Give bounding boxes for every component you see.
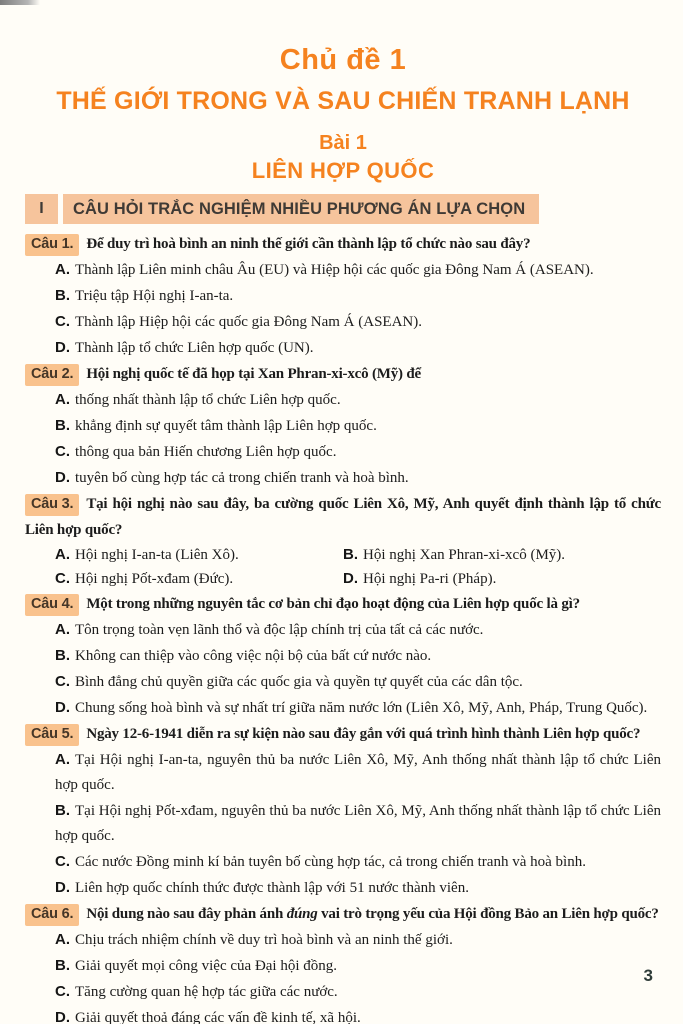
topic-title: THẾ GIỚI TRONG VÀ SAU CHIẾN TRANH LẠNH (56, 87, 630, 115)
option-text: Tại Hội nghị I-an-ta, nguyên thủ ba nước Liên Xô, Mỹ, Anh thống nhất thành lập tổ chức Liên hợp quốc. (55, 752, 661, 793)
option-letter: B. (55, 417, 70, 434)
option-text: Thành lập Hiệp hội các quốc gia Đông Nam Á (ASEAN). (75, 314, 422, 330)
option-text: Triệu tập Hội nghị I-an-ta. (75, 288, 234, 304)
options-list (55, 543, 661, 591)
option-letter: D. (55, 699, 70, 716)
answer-option (55, 643, 661, 669)
question-block (25, 721, 661, 901)
option-text: Tăng cường quan hệ hợp tác giữa các nước. (75, 984, 338, 1000)
lesson-title: LIÊN HỢP QUỐC (251, 158, 435, 183)
answer-option (55, 953, 661, 979)
option-text: Tôn trọng toàn vẹn lãnh thổ và độc lập chính trị của tất cả các nước. (75, 622, 484, 638)
option-letter: A. (55, 751, 70, 768)
option-letter: A. (55, 931, 70, 948)
option-letter: C. (55, 983, 70, 1000)
answer-option (55, 875, 661, 901)
question-number-badge: Câu 4. (25, 594, 79, 616)
question-block (25, 901, 661, 1024)
section-numeral: I (25, 194, 58, 224)
option-text: Hội nghị Pốt-xđam (Đức). (75, 571, 234, 587)
question-text: Một trong những nguyên tắc cơ bản chỉ đạo hoạt động của Liên hợp quốc là gì? (86, 596, 580, 612)
question-text: Để duy trì hoà bình an ninh thế giới cần thành lập tổ chức nào sau đây? (86, 236, 531, 252)
option-text: khẳng định sự quyết tâm thành lập Liên hợp quốc. (75, 418, 377, 434)
question-text: Hội nghị quốc tế đã họp tại Xan Phran-xi-xcô (Mỹ) để (86, 366, 421, 382)
question-heading (25, 361, 661, 387)
answer-option (55, 465, 661, 491)
scan-artifact (0, 0, 40, 5)
option-text: thống nhất thành lập tổ chức Liên hợp quốc. (75, 392, 341, 408)
answer-option (55, 669, 661, 695)
question-block (25, 361, 661, 491)
question-block (25, 231, 661, 361)
option-text: Thành lập Liên minh châu Âu (EU) và Hiệp hội các quốc gia Đông Nam Á (ASEAN). (75, 262, 594, 278)
options-list (55, 257, 661, 361)
option-letter: D. (343, 570, 358, 587)
question-number-badge: Câu 1. (25, 234, 79, 256)
question-number-badge: Câu 5. (25, 724, 79, 746)
question-number-badge: Câu 3. (25, 494, 79, 516)
option-letter: C. (55, 443, 70, 460)
answer-option (55, 747, 661, 798)
option-letter: B. (55, 802, 70, 819)
option-text: Chung sống hoà bình và sự nhất trí giữa năm nước lớn (Liên Xô, Mỹ, Anh, Pháp, Trung Quốc). (75, 700, 648, 716)
option-letter: A. (55, 391, 70, 408)
answer-option (55, 413, 661, 439)
answer-option (55, 543, 343, 567)
answer-option (55, 567, 343, 591)
option-letter: C. (55, 853, 70, 870)
answer-option (343, 567, 661, 591)
question-heading (25, 591, 661, 617)
answer-option (55, 927, 661, 953)
option-letter: A. (55, 546, 70, 563)
page-header (25, 44, 661, 184)
option-text: Liên hợp quốc chính thức được thành lập với 51 nước thành viên. (75, 880, 469, 896)
option-letter: D. (55, 469, 70, 486)
option-text: Hội nghị I-an-ta (Liên Xô). (75, 547, 239, 563)
answer-option (55, 257, 661, 283)
question-block (25, 491, 661, 591)
topic-label: Chủ đề 1 (279, 44, 407, 76)
option-text: Hội nghị Xan Phran-xi-xcô (Mỹ). (363, 547, 566, 563)
question-heading (25, 231, 661, 257)
question-emphasis: đúng (286, 906, 318, 922)
question-heading (25, 901, 661, 927)
answer-option (55, 695, 661, 721)
option-text: thông qua bản Hiến chương Liên hợp quốc. (75, 444, 337, 460)
option-letter: C. (55, 313, 70, 330)
options-list (55, 387, 661, 491)
option-text: Giải quyết mọi công việc của Đại hội đồng. (75, 958, 338, 974)
question-heading (25, 491, 661, 543)
option-letter: A. (55, 621, 70, 638)
option-letter: D. (55, 1009, 70, 1024)
answer-option (55, 798, 661, 849)
section-header (25, 194, 661, 224)
option-text: tuyên bố cùng hợp tác cả trong chiến tranh và hoà bình. (75, 470, 409, 486)
question-number-badge: Câu 2. (25, 364, 79, 386)
answer-option (55, 849, 661, 875)
question-text: Ngày 12-6-1941 diễn ra sự kiện nào sau đây gắn với quá trình hình thành Liên hợp quốc? (86, 726, 641, 742)
option-text: Các nước Đồng minh kí bản tuyên bố cùng hợp tác, cả trong chiến tranh và hoà bình. (75, 854, 586, 870)
questions-list (25, 231, 661, 1024)
option-letter: D. (55, 879, 70, 896)
answer-option (55, 309, 661, 335)
answer-option (55, 283, 661, 309)
question-text: Nội dung nào sau đây phản ánh đúng vai trò trọng yếu của Hội đồng Bảo an Liên hợp quốc? (86, 906, 659, 922)
answer-option (55, 335, 661, 361)
option-text: Giải quyết thoả đáng các vấn đề kinh tế, xã hội. (75, 1010, 361, 1024)
option-text: Chịu trách nhiệm chính về duy trì hoà bình và an ninh thế giới. (75, 932, 453, 948)
options-list (55, 617, 661, 721)
option-text: Không can thiệp vào công việc nội bộ của bất cứ nước nào. (75, 648, 432, 664)
answer-option (55, 617, 661, 643)
answer-option (55, 1005, 661, 1024)
options-list (55, 747, 661, 901)
option-letter: B. (55, 647, 70, 664)
question-text: Tại hội nghị nào sau đây, ba cường quốc Liên Xô, Mỹ, Anh quyết định thành lập tổ chức Liên hợp quốc? (25, 496, 661, 538)
option-text: Hội nghị Pa-ri (Pháp). (363, 571, 497, 587)
answer-option (55, 979, 661, 1005)
section-title: CÂU HỎI TRẮC NGHIỆM NHIỀU PHƯƠNG ÁN LỰA CHỌN (63, 194, 539, 224)
option-letter: C. (55, 570, 70, 587)
option-letter: A. (55, 261, 70, 278)
answer-option (55, 439, 661, 465)
option-letter: B. (55, 287, 70, 304)
answer-option (55, 387, 661, 413)
question-block (25, 591, 661, 721)
option-letter: C. (55, 673, 70, 690)
option-text: Bình đẳng chủ quyền giữa các quốc gia và quyền tự quyết của các dân tộc. (75, 674, 523, 690)
lesson-label: Bài 1 (319, 132, 367, 154)
option-letter: B. (55, 957, 70, 974)
answer-option (343, 543, 661, 567)
question-heading (25, 721, 661, 747)
options-list (55, 927, 661, 1024)
option-text: Thành lập tổ chức Liên hợp quốc (UN). (75, 340, 314, 356)
option-letter: D. (55, 339, 70, 356)
page-number: 3 (643, 966, 653, 985)
option-letter: B. (343, 546, 358, 563)
option-text: Tại Hội nghị Pốt-xđam, nguyên thủ ba nước Liên Xô, Mỹ, Anh thống nhất thành lập tổ chức Liên hợp quốc. (55, 803, 661, 844)
question-number-badge: Câu 6. (25, 904, 79, 926)
